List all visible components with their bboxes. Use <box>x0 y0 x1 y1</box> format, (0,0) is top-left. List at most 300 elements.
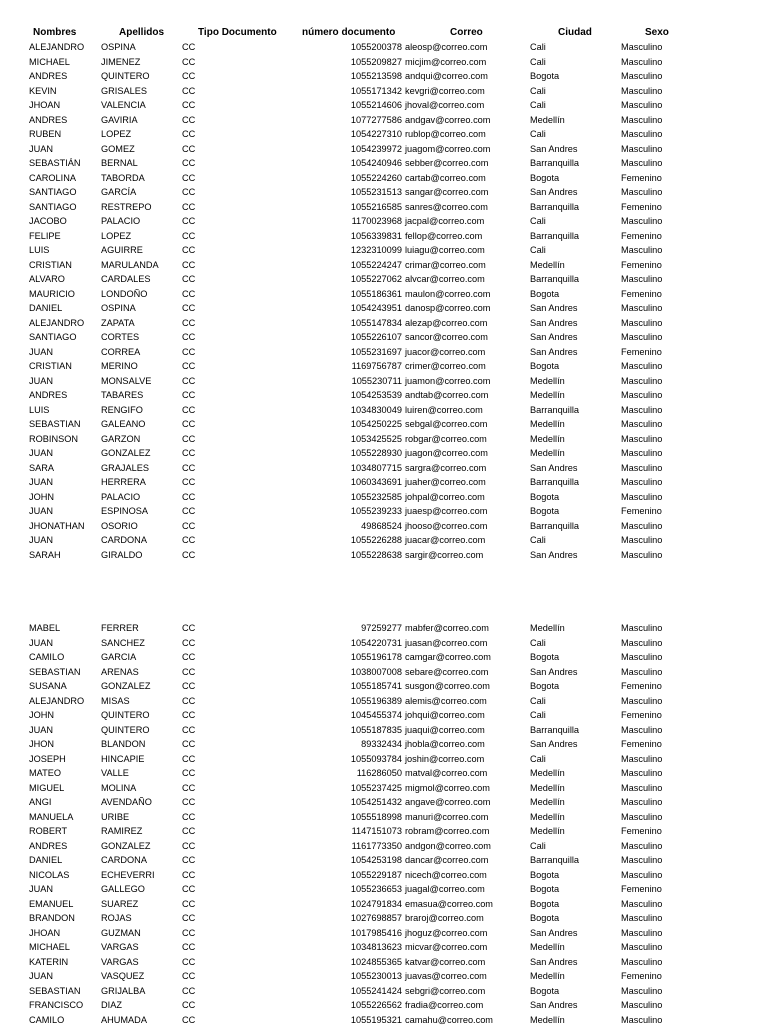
cell-tipo-documento: CC <box>182 316 195 331</box>
cell-apellidos: HERRERA <box>101 475 146 490</box>
cell-apellidos: GALLEGO <box>101 882 145 897</box>
cell-correo: sancor@correo.com <box>405 330 488 345</box>
cell-sexo: Masculino <box>621 142 662 157</box>
cell-correo: mabfer@correo.com <box>405 621 489 636</box>
table-row <box>0 374 768 389</box>
cell-tipo-documento: CC <box>182 519 195 534</box>
cell-numero-documento: 1055209827 <box>300 55 402 70</box>
cell-numero-documento: 1055185741 <box>300 679 402 694</box>
cell-sexo: Masculino <box>621 533 662 548</box>
cell-nombres: JACOBO <box>29 214 67 229</box>
cell-tipo-documento: CC <box>182 84 195 99</box>
cell-tipo-documento: CC <box>182 229 195 244</box>
cell-numero-documento: 1055195321 <box>300 1013 402 1027</box>
cell-apellidos: MISAS <box>101 694 130 709</box>
cell-sexo: Femenino <box>621 679 662 694</box>
cell-correo: juagal@correo.com <box>405 882 485 897</box>
cell-tipo-documento: CC <box>182 926 195 941</box>
cell-ciudad: Medellín <box>530 1013 565 1027</box>
cell-sexo: Masculino <box>621 446 662 461</box>
cell-tipo-documento: CC <box>182 737 195 752</box>
cell-sexo: Masculino <box>621 621 662 636</box>
cell-correo: juacor@correo.com <box>405 345 485 360</box>
table-row <box>0 940 768 955</box>
cell-tipo-documento: CC <box>182 911 195 926</box>
cell-tipo-documento: CC <box>182 156 195 171</box>
cell-apellidos: LOPEZ <box>101 127 131 142</box>
cell-sexo: Masculino <box>621 316 662 331</box>
cell-ciudad: San Andres <box>530 665 578 680</box>
cell-nombres: MATEO <box>29 766 61 781</box>
table-row <box>0 156 768 171</box>
cell-ciudad: Medellín <box>530 766 565 781</box>
cell-nombres: LUIS <box>29 403 49 418</box>
cell-apellidos: MARULANDA <box>101 258 159 273</box>
cell-correo: danosp@correo.com <box>405 301 490 316</box>
table-row <box>0 432 768 447</box>
table-row <box>0 636 768 651</box>
cell-nombres: ANDRES <box>29 113 67 128</box>
cell-numero-documento: 1055171342 <box>300 84 402 99</box>
cell-numero-documento: 1055236653 <box>300 882 402 897</box>
cell-numero-documento: 1024855365 <box>300 955 402 970</box>
cell-ciudad: Cali <box>530 98 546 113</box>
cell-tipo-documento: CC <box>182 533 195 548</box>
cell-sexo: Masculino <box>621 374 662 389</box>
table-row <box>0 475 768 490</box>
cell-apellidos: VASQUEZ <box>101 969 144 984</box>
cell-numero-documento: 1055186361 <box>300 287 402 302</box>
cell-ciudad: Cali <box>530 214 546 229</box>
cell-ciudad: Medellín <box>530 258 565 273</box>
cell-sexo: Masculino <box>621 911 662 926</box>
cell-ciudad: Barranquilla <box>530 403 579 418</box>
cell-tipo-documento: CC <box>182 766 195 781</box>
cell-numero-documento: 1054250225 <box>300 417 402 432</box>
cell-numero-documento: 1055229187 <box>300 868 402 883</box>
cell-ciudad: San Andres <box>530 955 578 970</box>
cell-apellidos: ESPINOSA <box>101 504 148 519</box>
cell-correo: andgon@correo.com <box>405 839 491 854</box>
cell-ciudad: Bogota <box>530 650 559 665</box>
cell-correo: luiagu@correo.com <box>405 243 485 258</box>
cell-nombres: RUBEN <box>29 127 61 142</box>
cell-tipo-documento: CC <box>182 708 195 723</box>
cell-ciudad: Bogota <box>530 679 559 694</box>
cell-sexo: Femenino <box>621 504 662 519</box>
cell-numero-documento: 1060343691 <box>300 475 402 490</box>
cell-numero-documento: 1055196389 <box>300 694 402 709</box>
cell-nombres: SEBASTIAN <box>29 665 81 680</box>
cell-sexo: Masculino <box>621 84 662 99</box>
cell-apellidos: GUZMAN <box>101 926 141 941</box>
table-row <box>0 403 768 418</box>
cell-sexo: Masculino <box>621 723 662 738</box>
cell-nombres: JUAN <box>29 345 53 360</box>
table-row <box>0 229 768 244</box>
cell-correo: juaesp@correo.com <box>405 504 487 519</box>
cell-nombres: CAMILO <box>29 650 64 665</box>
table-row <box>0 853 768 868</box>
cell-ciudad: Barranquilla <box>530 200 579 215</box>
cell-tipo-documento: CC <box>182 214 195 229</box>
cell-apellidos: GAVIRIA <box>101 113 138 128</box>
cell-correo: jacpal@correo.com <box>405 214 484 229</box>
cell-ciudad: Bogota <box>530 490 559 505</box>
cell-nombres: CAROLINA <box>29 171 76 186</box>
cell-apellidos: MONSALVE <box>101 374 151 389</box>
cell-tipo-documento: CC <box>182 636 195 651</box>
cell-nombres: MABEL <box>29 621 60 636</box>
cell-ciudad: Barranquilla <box>530 272 579 287</box>
cell-sexo: Masculino <box>621 636 662 651</box>
cell-sexo: Masculino <box>621 868 662 883</box>
table-row <box>0 446 768 461</box>
cell-apellidos: LOPEZ <box>101 229 131 244</box>
cell-sexo: Masculino <box>621 752 662 767</box>
cell-correo: juaher@correo.com <box>405 475 486 490</box>
cell-ciudad: Bogota <box>530 984 559 999</box>
cell-correo: sangar@correo.com <box>405 185 488 200</box>
cell-tipo-documento: CC <box>182 490 195 505</box>
cell-tipo-documento: CC <box>182 1013 195 1027</box>
header-apellidos: Apellidos <box>119 26 164 41</box>
cell-apellidos: SUAREZ <box>101 897 138 912</box>
cell-correo: sargir@correo.com <box>405 548 483 563</box>
cell-sexo: Femenino <box>621 200 662 215</box>
cell-nombres: JHONATHAN <box>29 519 84 534</box>
cell-nombres: MAURICIO <box>29 287 75 302</box>
cell-numero-documento: 1054243951 <box>300 301 402 316</box>
cell-apellidos: GRAJALES <box>101 461 149 476</box>
cell-correo: robgar@correo.com <box>405 432 487 447</box>
cell-tipo-documento: CC <box>182 969 195 984</box>
cell-apellidos: GALEANO <box>101 417 145 432</box>
cell-numero-documento: 1055237425 <box>300 781 402 796</box>
cell-correo: camahu@correo.com <box>405 1013 493 1027</box>
cell-correo: matval@correo.com <box>405 766 487 781</box>
cell-correo: aleosp@correo.com <box>405 40 487 55</box>
cell-apellidos: CORTES <box>101 330 139 345</box>
cell-ciudad: Cali <box>530 636 546 651</box>
table-row <box>0 984 768 999</box>
cell-apellidos: GARCIA <box>101 650 136 665</box>
cell-numero-documento: 1054239972 <box>300 142 402 157</box>
cell-ciudad: San Andres <box>530 461 578 476</box>
cell-nombres: JUAN <box>29 636 53 651</box>
cell-tipo-documento: CC <box>182 301 195 316</box>
cell-ciudad: Medellín <box>530 969 565 984</box>
cell-tipo-documento: CC <box>182 694 195 709</box>
cell-correo: alvcar@correo.com <box>405 272 485 287</box>
cell-tipo-documento: CC <box>182 882 195 897</box>
cell-apellidos: GOMEZ <box>101 142 135 157</box>
cell-tipo-documento: CC <box>182 243 195 258</box>
cell-tipo-documento: CC <box>182 752 195 767</box>
cell-apellidos: LONDOÑO <box>101 287 147 302</box>
cell-correo: braroj@correo.com <box>405 911 484 926</box>
cell-ciudad: Cali <box>530 84 546 99</box>
cell-tipo-documento: CC <box>182 940 195 955</box>
cell-sexo: Masculino <box>621 839 662 854</box>
table-row <box>0 142 768 157</box>
cell-numero-documento: 1054253198 <box>300 853 402 868</box>
cell-nombres: CRISTIAN <box>29 258 72 273</box>
cell-apellidos: GARCÍA <box>101 185 136 200</box>
cell-ciudad: Medellín <box>530 113 565 128</box>
cell-nombres: CAMILO <box>29 1013 64 1027</box>
cell-numero-documento: 49868524 <box>300 519 402 534</box>
cell-apellidos: GRISALES <box>101 84 147 99</box>
cell-tipo-documento: CC <box>182 345 195 360</box>
table-row <box>0 955 768 970</box>
table-row <box>0 243 768 258</box>
cell-correo: kevgri@correo.com <box>405 84 485 99</box>
cell-nombres: JOSEPH <box>29 752 66 767</box>
cell-ciudad: Bogota <box>530 504 559 519</box>
cell-nombres: SEBASTIAN <box>29 417 81 432</box>
cell-correo: crimar@correo.com <box>405 258 486 273</box>
header-row <box>0 26 768 41</box>
table-row <box>0 55 768 70</box>
cell-correo: johpal@correo.com <box>405 490 485 505</box>
cell-correo: dancar@correo.com <box>405 853 488 868</box>
cell-ciudad: Bogota <box>530 359 559 374</box>
cell-nombres: ALVARO <box>29 272 65 287</box>
cell-apellidos: PALACIO <box>101 214 140 229</box>
cell-tipo-documento: CC <box>182 475 195 490</box>
cell-tipo-documento: CC <box>182 330 195 345</box>
cell-nombres: DANIEL <box>29 853 62 868</box>
cell-correo: cartab@correo.com <box>405 171 486 186</box>
cell-numero-documento: 1056339831 <box>300 229 402 244</box>
cell-apellidos: DIAZ <box>101 998 122 1013</box>
table-row <box>0 824 768 839</box>
cell-numero-documento: 1170023968 <box>300 214 402 229</box>
cell-nombres: SARAH <box>29 548 61 563</box>
cell-ciudad: Cali <box>530 40 546 55</box>
header-tipo-documento: Tipo Documento <box>198 26 277 41</box>
cell-numero-documento: 1055187835 <box>300 723 402 738</box>
cell-nombres: MICHAEL <box>29 55 70 70</box>
cell-apellidos: QUINTERO <box>101 723 150 738</box>
cell-correo: alezap@correo.com <box>405 316 487 331</box>
table-row <box>0 345 768 360</box>
cell-tipo-documento: CC <box>182 839 195 854</box>
cell-numero-documento: 1169756787 <box>300 359 402 374</box>
cell-apellidos: QUINTERO <box>101 69 150 84</box>
cell-ciudad: Bogota <box>530 882 559 897</box>
cell-ciudad: San Andres <box>530 142 578 157</box>
cell-numero-documento: 1054251432 <box>300 795 402 810</box>
cell-tipo-documento: CC <box>182 113 195 128</box>
cell-correo: luiren@correo.com <box>405 403 483 418</box>
cell-ciudad: Cali <box>530 752 546 767</box>
cell-sexo: Masculino <box>621 926 662 941</box>
cell-numero-documento: 1077277586 <box>300 113 402 128</box>
cell-numero-documento: 1055216585 <box>300 200 402 215</box>
cell-ciudad: Barranquilla <box>530 475 579 490</box>
cell-correo: andgav@correo.com <box>405 113 490 128</box>
cell-ciudad: Cali <box>530 55 546 70</box>
cell-apellidos: MOLINA <box>101 781 136 796</box>
cell-tipo-documento: CC <box>182 98 195 113</box>
table-row <box>0 911 768 926</box>
cell-apellidos: MERINO <box>101 359 138 374</box>
cell-nombres: MIGUEL <box>29 781 64 796</box>
cell-sexo: Masculino <box>621 694 662 709</box>
cell-tipo-documento: CC <box>182 998 195 1013</box>
cell-sexo: Femenino <box>621 345 662 360</box>
cell-apellidos: ECHEVERRI <box>101 868 155 883</box>
cell-sexo: Masculino <box>621 214 662 229</box>
cell-correo: sargra@correo.com <box>405 461 486 476</box>
cell-numero-documento: 1055241424 <box>300 984 402 999</box>
table-row <box>0 839 768 854</box>
cell-sexo: Masculino <box>621 519 662 534</box>
header-numero-documento: número documento <box>302 26 395 41</box>
cell-sexo: Masculino <box>621 127 662 142</box>
table-row <box>0 926 768 941</box>
cell-ciudad: Medellín <box>530 940 565 955</box>
cell-ciudad: Cali <box>530 839 546 854</box>
cell-tipo-documento: CC <box>182 185 195 200</box>
cell-correo: sebgri@correo.com <box>405 984 485 999</box>
cell-correo: katvar@correo.com <box>405 955 485 970</box>
cell-correo: robram@correo.com <box>405 824 489 839</box>
cell-nombres: FRANCISCO <box>29 998 83 1013</box>
cell-correo: rublop@correo.com <box>405 127 486 142</box>
cell-apellidos: OSPINA <box>101 301 136 316</box>
cell-sexo: Masculino <box>621 1013 662 1027</box>
cell-numero-documento: 1055213598 <box>300 69 402 84</box>
cell-correo: juasan@correo.com <box>405 636 487 651</box>
cell-tipo-documento: CC <box>182 40 195 55</box>
cell-ciudad: Bogota <box>530 911 559 926</box>
cell-apellidos: RESTREPO <box>101 200 152 215</box>
table-row <box>0 665 768 680</box>
cell-nombres: JUAN <box>29 446 53 461</box>
cell-numero-documento: 1055230013 <box>300 969 402 984</box>
cell-correo: micvar@correo.com <box>405 940 487 955</box>
cell-ciudad: San Andres <box>530 301 578 316</box>
cell-correo: sanres@correo.com <box>405 200 488 215</box>
cell-ciudad: San Andres <box>530 316 578 331</box>
cell-nombres: SANTIAGO <box>29 200 76 215</box>
cell-ciudad: Bogota <box>530 171 559 186</box>
cell-ciudad: Barranquilla <box>530 229 579 244</box>
cell-ciudad: San Andres <box>530 737 578 752</box>
cell-numero-documento: 1045455374 <box>300 708 402 723</box>
cell-correo: juaqui@correo.com <box>405 723 485 738</box>
cell-tipo-documento: CC <box>182 955 195 970</box>
cell-nombres: SUSANA <box>29 679 67 694</box>
cell-correo: angave@correo.com <box>405 795 490 810</box>
cell-apellidos: PALACIO <box>101 490 140 505</box>
cell-apellidos: GONZALEZ <box>101 446 151 461</box>
cell-numero-documento: 1055147834 <box>300 316 402 331</box>
table-row <box>0 388 768 403</box>
header-nombres: Nombres <box>33 26 76 41</box>
cell-sexo: Femenino <box>621 969 662 984</box>
cell-nombres: SANTIAGO <box>29 330 76 345</box>
cell-apellidos: CARDALES <box>101 272 151 287</box>
cell-nombres: KATERIN <box>29 955 68 970</box>
cell-correo: susgon@correo.com <box>405 679 490 694</box>
cell-sexo: Femenino <box>621 708 662 723</box>
table-row <box>0 766 768 781</box>
cell-tipo-documento: CC <box>182 127 195 142</box>
cell-tipo-documento: CC <box>182 795 195 810</box>
cell-sexo: Masculino <box>621 984 662 999</box>
header-ciudad: Ciudad <box>558 26 592 41</box>
table-row <box>0 113 768 128</box>
cell-ciudad: Barranquilla <box>530 723 579 738</box>
cell-tipo-documento: CC <box>182 374 195 389</box>
table-row <box>0 679 768 694</box>
cell-correo: sebber@correo.com <box>405 156 488 171</box>
cell-numero-documento: 1034830049 <box>300 403 402 418</box>
cell-sexo: Masculino <box>621 475 662 490</box>
cell-numero-documento: 1017985416 <box>300 926 402 941</box>
cell-tipo-documento: CC <box>182 55 195 70</box>
cell-ciudad: San Andres <box>530 345 578 360</box>
cell-apellidos: AVENDAÑO <box>101 795 152 810</box>
cell-sexo: Femenino <box>621 882 662 897</box>
cell-ciudad: Medellín <box>530 417 565 432</box>
cell-numero-documento: 1055224260 <box>300 171 402 186</box>
cell-numero-documento: 1053425525 <box>300 432 402 447</box>
cell-numero-documento: 1055230711 <box>300 374 402 389</box>
cell-nombres: ALEJANDRO <box>29 40 84 55</box>
table-row <box>0 417 768 432</box>
cell-ciudad: Bogota <box>530 69 559 84</box>
cell-apellidos: AHUMADA <box>101 1013 147 1027</box>
cell-tipo-documento: CC <box>182 403 195 418</box>
cell-apellidos: BLANDON <box>101 737 145 752</box>
cell-correo: jhobla@correo.com <box>405 737 485 752</box>
cell-tipo-documento: CC <box>182 810 195 825</box>
cell-nombres: JUAN <box>29 533 53 548</box>
cell-nombres: JUAN <box>29 142 53 157</box>
cell-ciudad: Medellín <box>530 781 565 796</box>
cell-nombres: BRANDON <box>29 911 75 926</box>
cell-ciudad: Medellín <box>530 824 565 839</box>
cell-apellidos: GONZALEZ <box>101 839 151 854</box>
table-row <box>0 723 768 738</box>
cell-tipo-documento: CC <box>182 897 195 912</box>
table-row <box>0 1013 768 1027</box>
cell-correo: emasua@correo.com <box>405 897 493 912</box>
cell-nombres: JUAN <box>29 969 53 984</box>
cell-apellidos: CARDONA <box>101 533 147 548</box>
cell-correo: crimer@correo.com <box>405 359 486 374</box>
cell-ciudad: Medellín <box>530 795 565 810</box>
cell-correo: jhoguz@correo.com <box>405 926 487 941</box>
cell-correo: micjim@correo.com <box>405 55 486 70</box>
cell-sexo: Masculino <box>621 461 662 476</box>
cell-apellidos: RENGIFO <box>101 403 143 418</box>
cell-sexo: Masculino <box>621 650 662 665</box>
cell-tipo-documento: CC <box>182 171 195 186</box>
cell-nombres: LUIS <box>29 243 49 258</box>
cell-tipo-documento: CC <box>182 679 195 694</box>
cell-correo: maulon@correo.com <box>405 287 490 302</box>
cell-numero-documento: 1055196178 <box>300 650 402 665</box>
cell-nombres: ANDRES <box>29 839 67 854</box>
cell-apellidos: FERRER <box>101 621 139 636</box>
cell-numero-documento: 89332434 <box>300 737 402 752</box>
